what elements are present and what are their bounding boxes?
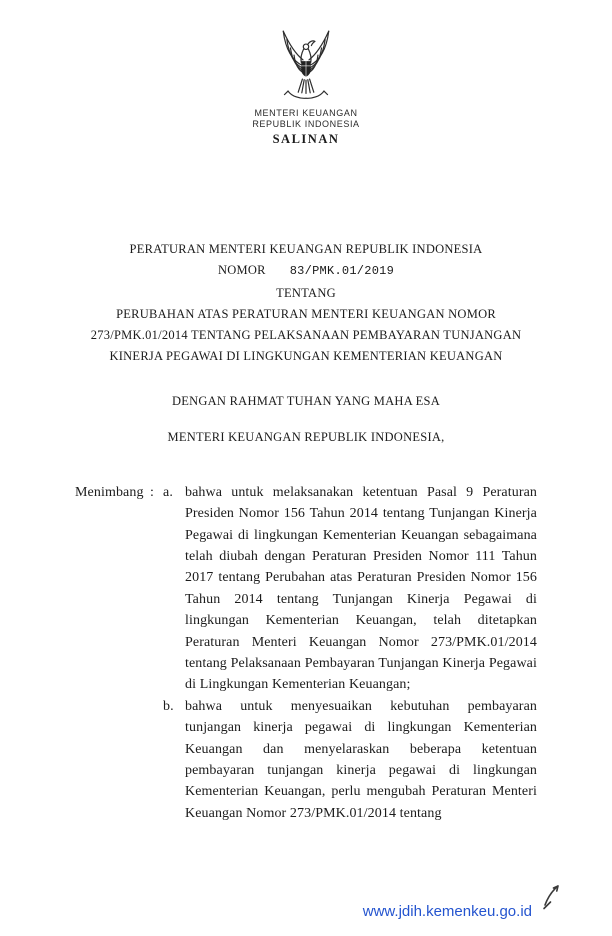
- nomor-label: NOMOR: [217, 263, 266, 278]
- letterhead: [0, 0, 612, 147]
- authority-line: MENTERI KEUANGAN REPUBLIK INDONESIA,: [167, 429, 445, 444]
- copy-label: SALINAN: [272, 132, 340, 146]
- tentang-label: TENTANG: [276, 285, 336, 300]
- menimbang-label: Menimbang: [75, 484, 144, 500]
- invocation-line: DENGAN RAHMAT TUHAN YANG MAHA ESA: [171, 393, 441, 408]
- handwritten-initial-icon: [542, 883, 562, 910]
- considerations-section: [0, 482, 612, 825]
- consideration-item-a: [163, 482, 537, 696]
- subject-line-3: KINERJA PEGAWAI DI LINGKUNGAN KEMENTERIAN KEUANGAN: [109, 349, 503, 364]
- garuda-emblem-icon: [270, 24, 342, 103]
- republic-label: REPUBLIK INDONESIA: [252, 119, 360, 129]
- item-text: bahwa untuk melaksanakan ketentuan Pasal 9 Peraturan Presiden Nomor 156 Tahun 2014 tentang Tunjangan Kinerja Pegawai di lingkungan Kementerian Keuangan sebagaimana telah diubah dengan Peraturan Presiden Nomor 111 Tahun 2017 tentang Perubahan atas Peraturan Presiden Nomor 156 Tahun 2014 tentang Tunjangan Kinerja Pegawai di lingkungan Kementerian Keuangan, telah ditetapkan Peraturan Menteri Keuangan Nomor 273/PMK.01/2014 tentang Pelaksanaan Pembayaran Tunjangan Kinerja Pegawai di Lingkungan Kementerian Keuangan;: [185, 484, 537, 693]
- item-marker: a.: [163, 484, 173, 500]
- menimbang-row: [75, 482, 537, 825]
- regulation-title-line: PERATURAN MENTERI KEUANGAN REPUBLIK INDONESIA: [129, 242, 483, 256]
- subject-line-1: PERUBAHAN ATAS PERATURAN MENTERI KEUANGAN NOMOR: [116, 306, 496, 321]
- colon-separator: :: [150, 484, 154, 500]
- ministry-label: MENTERI KEUANGAN: [254, 108, 358, 118]
- item-text: bahwa untuk menyesuaikan kebutuhan pembayaran tunjangan kinerja pegawai di lingkungan Kementerian Keuangan dan menyelaraskan beberapa ketentuan pembayaran tunjangan kinerja pegawai di lingkungan Kementerian Keuangan, perlu mengubah Peraturan Menteri Keuangan Nomor 273/PMK.01/2014 tentang: [185, 698, 537, 821]
- nomor-value: 83/PMK.01/2019: [289, 264, 395, 279]
- subject-line-2: 273/PMK.01/2014 TENTANG PELAKSANAAN PEMBAYARAN TUNJANGAN: [90, 328, 522, 343]
- consideration-items: [163, 482, 537, 825]
- item-marker: b.: [163, 698, 174, 714]
- title-block: [0, 239, 612, 368]
- jdih-website-link[interactable]: www.jdih.kemenkeu.go.id: [362, 903, 532, 920]
- nomor-line: [0, 260, 612, 282]
- consideration-item-b: [163, 696, 537, 824]
